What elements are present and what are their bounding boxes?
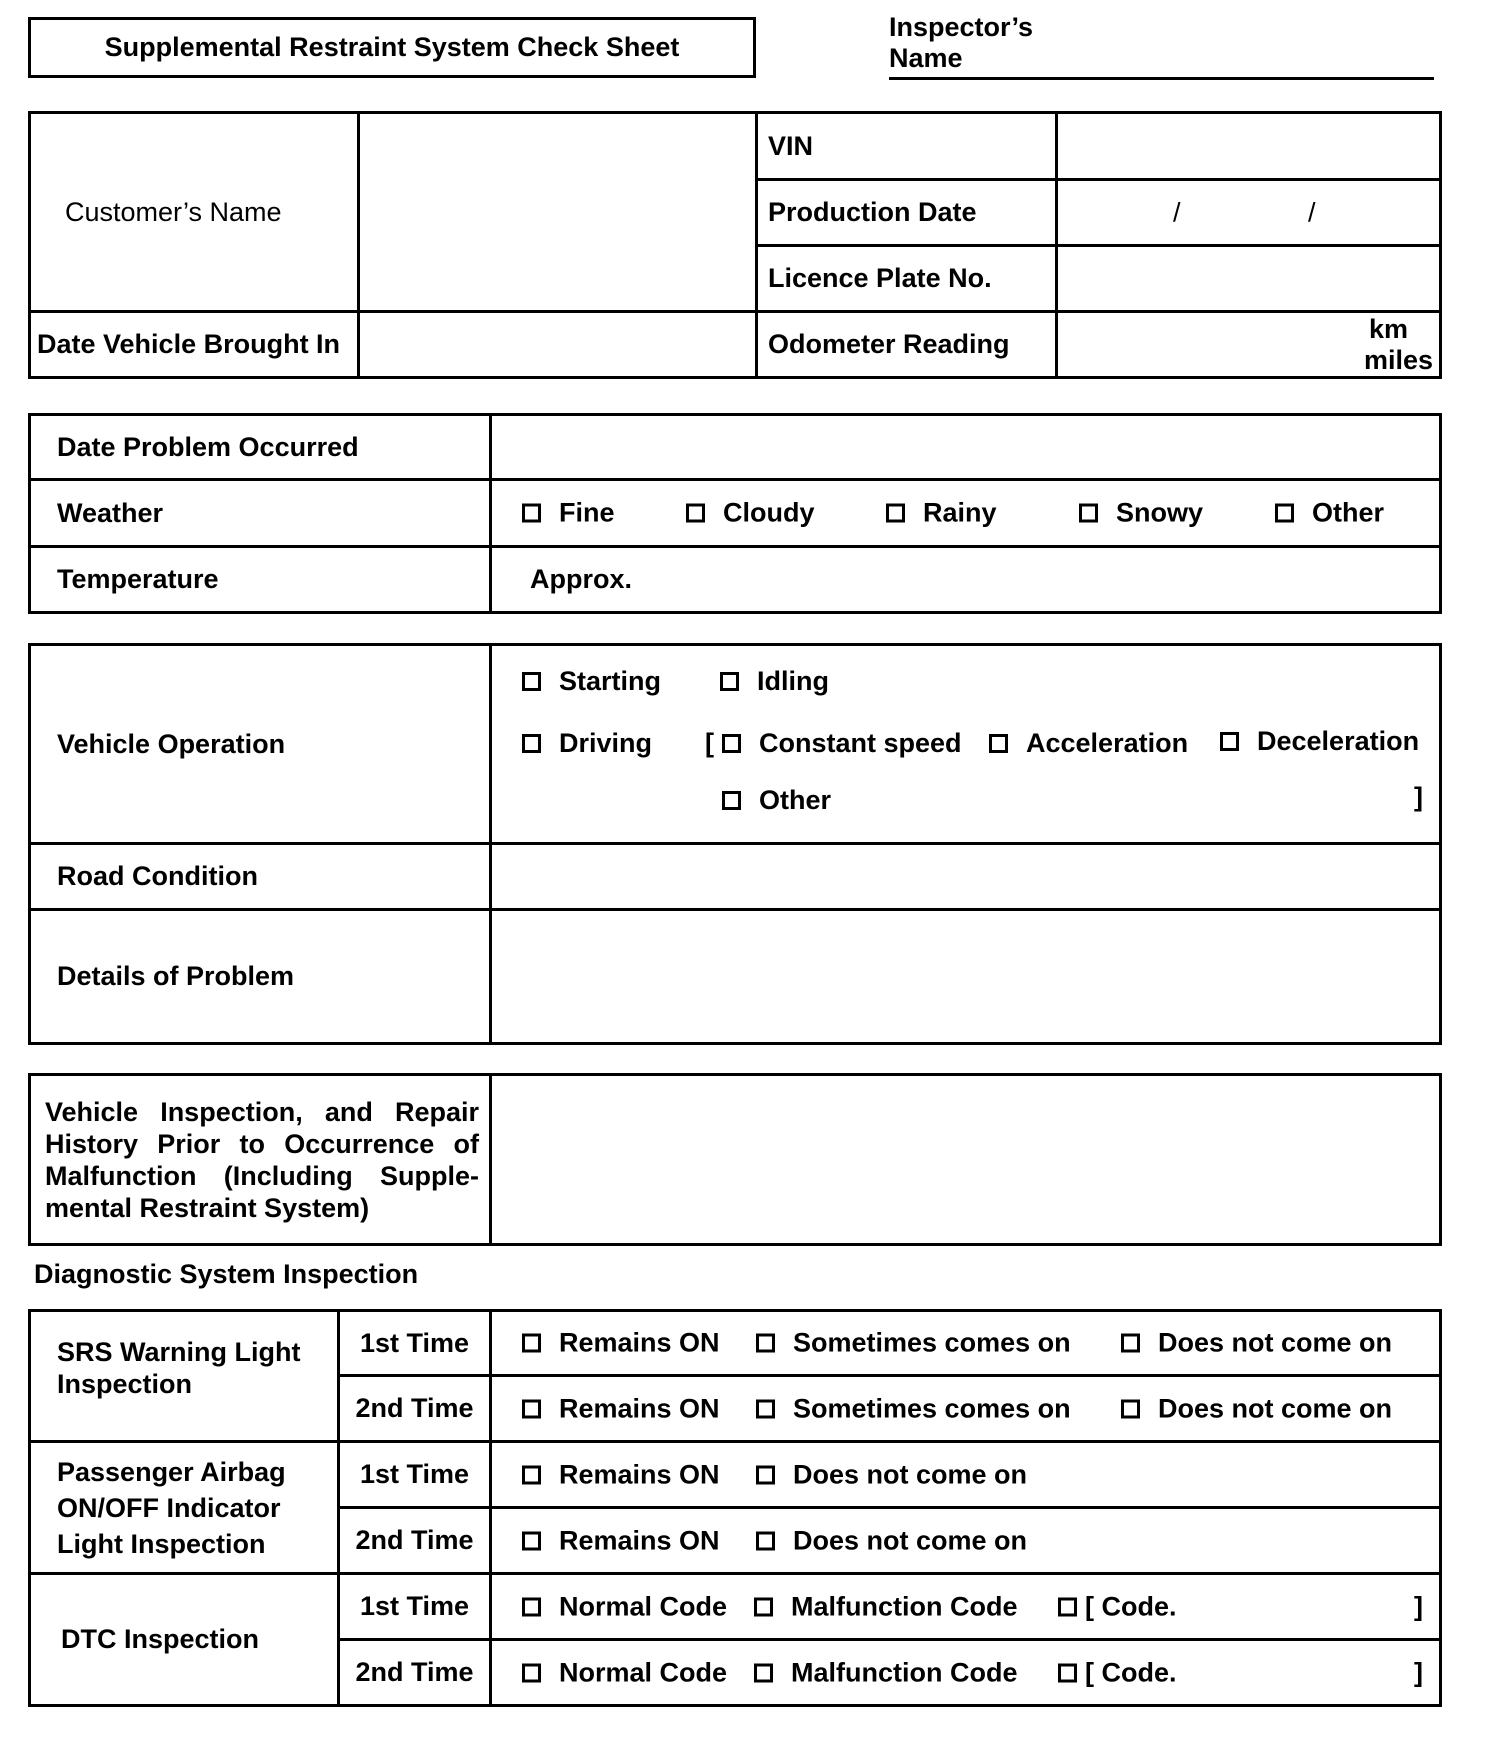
airbag-second-time: 2nd Time xyxy=(339,1508,491,1574)
checkbox[interactable] xyxy=(1121,1334,1140,1353)
option-does-not-come-on[interactable]: Does not come on xyxy=(756,1525,1027,1556)
checkbox[interactable] xyxy=(1220,732,1239,751)
weather-option-other[interactable]: Other xyxy=(1275,498,1384,529)
airbag-second-options xyxy=(491,1508,1441,1574)
operation-table xyxy=(28,643,1442,1045)
weather-option-snowy[interactable]: Snowy xyxy=(1079,498,1203,529)
details-field[interactable] xyxy=(491,910,1441,1044)
conditions-table xyxy=(28,413,1442,614)
dtc-second-time: 2nd Time xyxy=(339,1640,491,1706)
checkbox[interactable] xyxy=(522,672,541,691)
close-bracket: ] xyxy=(1414,1657,1423,1687)
date-separator: / xyxy=(1308,197,1316,227)
option-normal-code[interactable]: Normal Code xyxy=(522,1591,727,1622)
option-idling[interactable]: Idling xyxy=(720,666,829,697)
weather-option-rainy[interactable]: Rainy xyxy=(886,498,997,529)
checkbox[interactable] xyxy=(686,504,705,523)
dtc-second-options xyxy=(491,1640,1441,1706)
option-does-not-come-on[interactable]: Does not come on xyxy=(756,1459,1027,1490)
temperature-field[interactable] xyxy=(491,547,1441,613)
temperature-label: Temperature xyxy=(30,547,491,613)
checkbox[interactable] xyxy=(989,734,1008,753)
checkbox[interactable] xyxy=(756,1334,775,1353)
weather-options xyxy=(491,480,1441,547)
checkbox[interactable] xyxy=(722,791,741,810)
vin-label: VIN xyxy=(757,113,1057,180)
option-code[interactable]: [ Code. xyxy=(1058,1591,1177,1622)
dtc-inspection-label: DTC Inspection xyxy=(30,1574,339,1706)
option-remains-on[interactable]: Remains ON xyxy=(522,1459,720,1490)
checkbox[interactable] xyxy=(522,504,541,523)
miles-unit: miles xyxy=(1363,344,1433,375)
option-remains-on[interactable]: Remains ON xyxy=(522,1525,720,1556)
dtc-first-time: 1st Time xyxy=(339,1574,491,1640)
srs-warning-label: SRS Warning Light Inspection xyxy=(30,1311,339,1442)
customer-name-field[interactable] xyxy=(359,113,757,312)
open-bracket: [ xyxy=(705,728,714,758)
checkbox[interactable] xyxy=(522,1465,541,1484)
option-remains-on[interactable]: Remains ON xyxy=(522,1328,720,1359)
vehicle-operation-label: Vehicle Operation xyxy=(30,645,491,844)
option-malfunction-code[interactable]: Malfunction Code xyxy=(754,1591,1017,1622)
airbag-first-time: 1st Time xyxy=(339,1442,491,1508)
date-problem-field[interactable] xyxy=(491,415,1441,480)
checkbox[interactable] xyxy=(1121,1399,1140,1418)
option-does-not-come-on[interactable]: Does not come on xyxy=(1121,1393,1392,1424)
checkbox[interactable] xyxy=(522,1399,541,1418)
inspector-label: Inspector’s Name xyxy=(889,12,1034,73)
checkbox[interactable] xyxy=(1058,1597,1077,1616)
details-label: Details of Problem xyxy=(30,910,491,1044)
road-condition-field[interactable] xyxy=(491,844,1441,910)
option-remains-on[interactable]: Remains ON xyxy=(522,1393,720,1424)
airbag-indicator-label: Passenger Airbag ON/OFF Indicator Light Inspection xyxy=(30,1442,339,1574)
airbag-first-options xyxy=(491,1442,1441,1508)
option-other[interactable]: Other xyxy=(722,785,831,816)
option-code[interactable]: [ Code. xyxy=(1058,1657,1177,1688)
title-box xyxy=(28,17,756,78)
weather-label: Weather xyxy=(30,480,491,547)
checkbox[interactable] xyxy=(522,1334,541,1353)
srs-first-time: 1st Time xyxy=(339,1311,491,1376)
odometer-field[interactable] xyxy=(1057,312,1441,378)
close-bracket: ] xyxy=(1414,782,1423,812)
close-bracket: ] xyxy=(1414,1591,1423,1621)
history-field[interactable] xyxy=(491,1075,1441,1245)
checkbox[interactable] xyxy=(886,504,905,523)
inspector-name-line[interactable] xyxy=(889,77,1434,80)
option-starting[interactable]: Starting xyxy=(522,666,661,697)
checkbox[interactable] xyxy=(754,1663,773,1682)
checkbox[interactable] xyxy=(722,734,741,753)
option-acceleration[interactable]: Acceleration xyxy=(989,728,1188,759)
km-unit: km xyxy=(1368,313,1408,344)
date-brought-label: Date Vehicle Brought In xyxy=(30,312,359,378)
checkbox[interactable] xyxy=(754,1597,773,1616)
option-driving[interactable]: Driving xyxy=(522,728,652,759)
vin-field[interactable] xyxy=(1057,113,1441,180)
option-constant-speed[interactable]: Constant speed xyxy=(722,728,962,759)
checkbox[interactable] xyxy=(1058,1663,1077,1682)
option-sometimes-comes-on[interactable]: Sometimes comes on xyxy=(756,1328,1071,1359)
form-title: Supplemental Restraint System Check Sheet xyxy=(104,32,680,62)
weather-option-fine[interactable]: Fine xyxy=(522,498,615,529)
weather-option-cloudy[interactable]: Cloudy xyxy=(686,498,815,529)
option-does-not-come-on[interactable]: Does not come on xyxy=(1121,1328,1392,1359)
date-brought-field[interactable] xyxy=(359,312,757,378)
history-label: Vehicle Inspection, and Repair History Prior to Occurrence of Malfunction (Including Supple-mental Restraint System) xyxy=(30,1075,491,1245)
srs-second-time: 2nd Time xyxy=(339,1376,491,1442)
licence-plate-field[interactable] xyxy=(1057,246,1441,312)
checkbox[interactable] xyxy=(522,734,541,753)
checkbox[interactable] xyxy=(522,1663,541,1682)
licence-plate-label: Licence Plate No. xyxy=(757,246,1057,312)
option-normal-code[interactable]: Normal Code xyxy=(522,1657,727,1688)
production-date-label: Production Date xyxy=(757,180,1057,246)
option-deceleration[interactable]: Deceleration xyxy=(1220,726,1419,757)
checkbox[interactable] xyxy=(1275,504,1294,523)
srs-first-options xyxy=(491,1311,1441,1376)
checkbox[interactable] xyxy=(756,1465,775,1484)
option-malfunction-code[interactable]: Malfunction Code xyxy=(754,1657,1017,1688)
road-condition-label: Road Condition xyxy=(30,844,491,910)
history-table xyxy=(28,1073,1442,1246)
diagnostic-section-title: Diagnostic System Inspection xyxy=(34,1259,419,1289)
checkbox[interactable] xyxy=(522,1531,541,1550)
diagnostic-table xyxy=(28,1309,1442,1707)
checkbox[interactable] xyxy=(1079,504,1098,523)
production-date-field[interactable] xyxy=(1057,180,1441,246)
vehicle-operation-options xyxy=(491,645,1441,844)
date-problem-label: Date Problem Occurred xyxy=(30,415,491,480)
checkbox[interactable] xyxy=(522,1597,541,1616)
srs-second-options xyxy=(491,1376,1441,1442)
odometer-label: Odometer Reading xyxy=(757,312,1057,378)
customer-name-label: Customer’s Name xyxy=(30,113,359,312)
checkbox[interactable] xyxy=(720,672,739,691)
option-sometimes-comes-on[interactable]: Sometimes comes on xyxy=(756,1393,1071,1424)
approx-label: Approx. xyxy=(530,564,633,594)
checkbox[interactable] xyxy=(756,1531,775,1550)
checkbox[interactable] xyxy=(756,1399,775,1418)
dtc-first-options xyxy=(491,1574,1441,1640)
date-separator: / xyxy=(1173,197,1181,227)
customer-table xyxy=(28,111,1442,379)
